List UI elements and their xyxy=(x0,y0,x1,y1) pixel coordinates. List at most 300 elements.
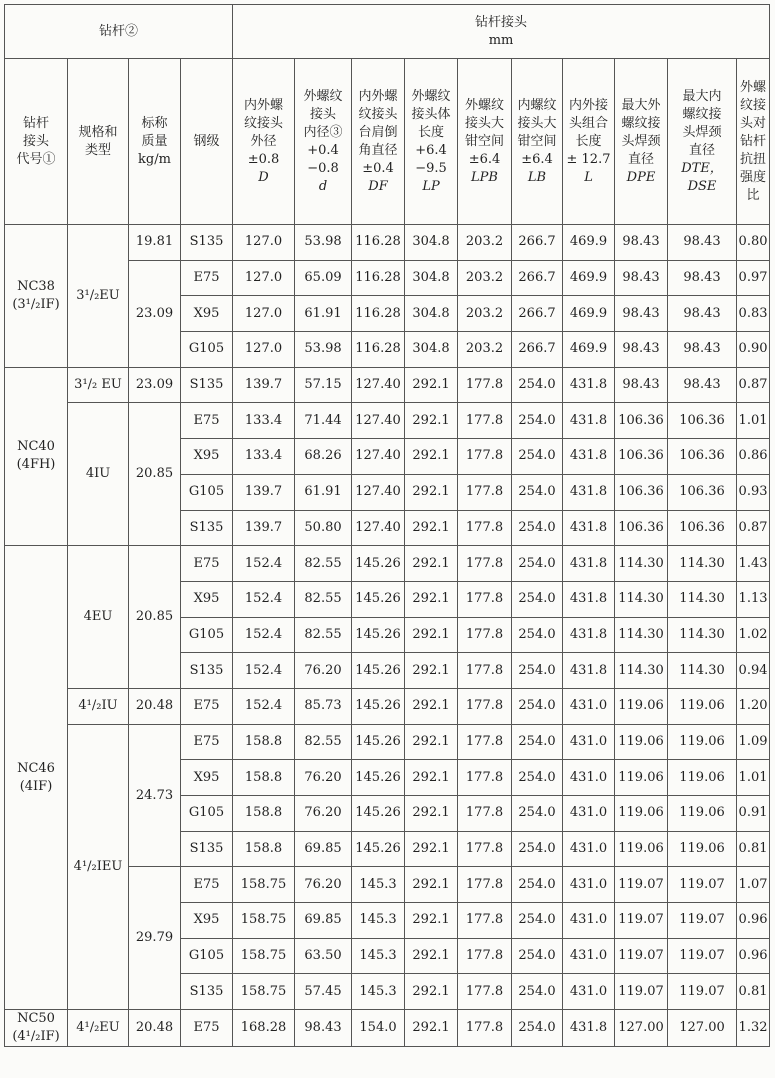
header-line: 内外接 xyxy=(569,97,609,113)
od-D-cell: 158.75 xyxy=(233,974,295,1010)
grade-cell: E75 xyxy=(181,546,233,582)
pin-weld-DPE-cell: 106.36 xyxy=(615,403,668,439)
od-D-cell: 168.28 xyxy=(233,1010,295,1047)
total-length-L-cell: 431.0 xyxy=(563,688,615,724)
id-d-cell: 82.55 xyxy=(295,546,352,582)
cell-line: NC50 xyxy=(17,1011,55,1027)
box-tong-LB-cell: 254.0 xyxy=(512,974,563,1010)
table-row xyxy=(5,546,770,582)
chamfer-DF-cell: 145.3 xyxy=(352,974,405,1010)
cell-line: 4¹/₂IU xyxy=(78,698,118,714)
pin-weld-DPE-cell: 119.06 xyxy=(615,688,668,724)
id-d-cell: 69.85 xyxy=(295,903,352,939)
chamfer-DF-cell: 145.26 xyxy=(352,760,405,796)
joint-header-unit: mm xyxy=(488,32,514,48)
pin-length-LP-cell: 292.1 xyxy=(405,546,458,582)
box-tong-LB-cell: 254.0 xyxy=(512,1010,563,1047)
pin-weld-DPE-cell: 98.43 xyxy=(615,225,668,261)
od-D-cell: 152.4 xyxy=(233,653,295,689)
nominal-mass-cell xyxy=(129,867,181,1010)
od-D-cell: 158.75 xyxy=(233,867,295,903)
pin-length-LP-cell: 292.1 xyxy=(405,653,458,689)
box-tong-LB-cell: 254.0 xyxy=(512,474,563,510)
total-length-L-cell: 431.8 xyxy=(563,581,615,617)
grade-cell: X95 xyxy=(181,296,233,332)
cell-line: 24.73 xyxy=(135,787,174,803)
header-line: kg/m xyxy=(138,151,171,167)
cell-line: NC40 xyxy=(17,439,55,455)
pin-weld-DPE-cell: 119.07 xyxy=(615,938,668,974)
header-line: 接头大 xyxy=(465,115,505,131)
pin-tong-LPB-cell: 177.8 xyxy=(458,974,512,1010)
id-d-cell: 85.73 xyxy=(295,688,352,724)
cell-line: 4¹/₂IEU xyxy=(73,858,123,874)
box-tong-LB-cell: 254.0 xyxy=(512,938,563,974)
cell-line: NC46 xyxy=(17,760,55,776)
total-length-L-cell: 431.8 xyxy=(563,439,615,475)
header-line: LPB xyxy=(471,169,498,185)
torsion-ratio-cell: 1.32 xyxy=(737,1010,770,1047)
od-D-cell: 127.0 xyxy=(233,260,295,296)
box-tong-LB-cell: 254.0 xyxy=(512,867,563,903)
header-line: 外螺纹 xyxy=(303,88,343,104)
torsion-ratio-cell: 0.94 xyxy=(737,653,770,689)
total-length-L-cell: 469.9 xyxy=(563,332,615,368)
pin-weld-DPE-cell: 114.30 xyxy=(615,581,668,617)
pin-length-LP-cell: 292.1 xyxy=(405,1010,458,1047)
id-d-cell: 82.55 xyxy=(295,581,352,617)
header-line: DTE，DSE xyxy=(681,160,723,194)
header-lb xyxy=(512,59,563,225)
header-dpe xyxy=(615,59,668,225)
pin-tong-LPB-cell: 177.8 xyxy=(458,796,512,832)
torsion-ratio-cell: 1.09 xyxy=(737,724,770,760)
id-d-cell: 68.26 xyxy=(295,439,352,475)
od-D-cell: 139.7 xyxy=(233,510,295,546)
box-weld-DTE-cell: 119.07 xyxy=(668,903,737,939)
pin-length-LP-cell: 292.1 xyxy=(405,510,458,546)
torsion-ratio-cell: 0.87 xyxy=(737,510,770,546)
header-line: 外螺纹 xyxy=(411,88,451,104)
pin-weld-DPE-cell: 106.36 xyxy=(615,439,668,475)
pin-tong-LPB-cell: 177.8 xyxy=(458,367,512,403)
od-D-cell: 139.7 xyxy=(233,474,295,510)
id-d-cell: 57.15 xyxy=(295,367,352,403)
od-D-cell: 158.8 xyxy=(233,760,295,796)
pin-length-LP-cell: 292.1 xyxy=(405,688,458,724)
torsion-ratio-cell: 0.96 xyxy=(737,903,770,939)
header-line: 钳空间 xyxy=(465,133,505,149)
box-tong-LB-cell: 254.0 xyxy=(512,760,563,796)
pin-tong-LPB-cell: 177.8 xyxy=(458,831,512,867)
header-line: 内螺纹 xyxy=(517,97,557,113)
box-weld-DTE-cell: 119.07 xyxy=(668,867,737,903)
spec-type-cell xyxy=(68,546,129,689)
header-line: LP xyxy=(422,178,440,194)
id-d-cell: 76.20 xyxy=(295,796,352,832)
box-tong-LB-cell: 254.0 xyxy=(512,439,563,475)
pin-weld-DPE-cell: 119.07 xyxy=(615,903,668,939)
header-line: 最大内 xyxy=(682,88,722,104)
cell-line: (4FH) xyxy=(16,457,56,473)
header-line: +6.4 xyxy=(415,142,447,158)
header-line: 抗扭 xyxy=(740,151,767,167)
header-line: 台肩倒 xyxy=(358,124,398,140)
pin-length-LP-cell: 292.1 xyxy=(405,796,458,832)
header-line: ± 12.7 xyxy=(566,151,611,167)
header-spec xyxy=(68,59,129,225)
header-line: ±0.4 xyxy=(362,160,394,176)
header-line: 头组合 xyxy=(569,115,609,131)
chamfer-DF-cell: 145.3 xyxy=(352,903,405,939)
chamfer-DF-cell: 145.26 xyxy=(352,546,405,582)
pin-length-LP-cell: 292.1 xyxy=(405,831,458,867)
joint-header-title: 钻杆接头 xyxy=(475,14,528,30)
id-d-cell: 53.98 xyxy=(295,332,352,368)
box-tong-LB-cell: 254.0 xyxy=(512,367,563,403)
id-d-cell: 76.20 xyxy=(295,653,352,689)
box-tong-LB-cell: 254.0 xyxy=(512,653,563,689)
box-tong-LB-cell: 266.7 xyxy=(512,225,563,261)
spec-type-cell xyxy=(68,724,129,1010)
nominal-mass-cell xyxy=(129,225,181,261)
drill-pipe-header: 钻杆② xyxy=(5,5,233,59)
nominal-mass-cell xyxy=(129,688,181,724)
nominal-mass-cell xyxy=(129,260,181,367)
pin-length-LP-cell: 292.1 xyxy=(405,581,458,617)
od-D-cell: 158.75 xyxy=(233,938,295,974)
grade-cell: X95 xyxy=(181,439,233,475)
id-d-cell: 57.45 xyxy=(295,974,352,1010)
joint-header xyxy=(233,5,770,59)
header-line: 比 xyxy=(746,187,760,203)
total-length-L-cell: 431.0 xyxy=(563,724,615,760)
od-D-cell: 133.4 xyxy=(233,439,295,475)
table-row xyxy=(5,724,770,760)
pin-tong-LPB-cell: 177.8 xyxy=(458,1010,512,1047)
torsion-ratio-cell: 0.97 xyxy=(737,260,770,296)
cell-line: 20.85 xyxy=(135,466,174,482)
pin-tong-LPB-cell: 177.8 xyxy=(458,688,512,724)
pin-weld-DPE-cell: 119.06 xyxy=(615,760,668,796)
header-l xyxy=(563,59,615,225)
header-line: 接头大 xyxy=(517,115,557,131)
pin-weld-DPE-cell: 114.30 xyxy=(615,546,668,582)
torsion-ratio-cell: 1.01 xyxy=(737,403,770,439)
header-line: 接头 xyxy=(310,106,337,122)
box-tong-LB-cell: 254.0 xyxy=(512,724,563,760)
id-d-cell: 82.55 xyxy=(295,617,352,653)
header-line: 头对 xyxy=(740,115,767,131)
cell-line: 4IU xyxy=(85,466,111,482)
total-length-L-cell: 431.0 xyxy=(563,974,615,1010)
pin-tong-LPB-cell: 177.8 xyxy=(458,439,512,475)
header-line: ±6.4 xyxy=(468,151,501,167)
chamfer-DF-cell: 145.3 xyxy=(352,938,405,974)
header-line: 内外螺 xyxy=(244,97,284,113)
pin-tong-LPB-cell: 177.8 xyxy=(458,510,512,546)
total-length-L-cell: 431.0 xyxy=(563,867,615,903)
table-row xyxy=(5,403,770,439)
pin-length-LP-cell: 292.1 xyxy=(405,474,458,510)
header-line: 钻杆 xyxy=(740,133,767,149)
pin-weld-DPE-cell: 119.07 xyxy=(615,867,668,903)
torsion-ratio-cell: 0.96 xyxy=(737,938,770,974)
joint-code-cell xyxy=(5,225,68,368)
box-weld-DTE-cell: 106.36 xyxy=(668,403,737,439)
table-row xyxy=(5,367,770,403)
od-D-cell: 152.4 xyxy=(233,617,295,653)
cell-line: 20.48 xyxy=(135,698,174,714)
pin-tong-LPB-cell: 177.8 xyxy=(458,581,512,617)
header-code xyxy=(5,59,68,225)
header-d xyxy=(295,59,352,225)
od-D-cell: 152.4 xyxy=(233,581,295,617)
header-line: DF xyxy=(368,178,388,194)
box-tong-LB-cell: 254.0 xyxy=(512,581,563,617)
od-D-cell: 127.0 xyxy=(233,296,295,332)
pin-tong-LPB-cell: 177.8 xyxy=(458,760,512,796)
grade-cell: S135 xyxy=(181,510,233,546)
pin-weld-DPE-cell: 98.43 xyxy=(615,260,668,296)
od-D-cell: 158.8 xyxy=(233,831,295,867)
chamfer-DF-cell: 145.3 xyxy=(352,867,405,903)
header-d xyxy=(233,59,295,225)
header-line: 纹接 xyxy=(740,97,767,113)
pin-weld-DPE-cell: 98.43 xyxy=(615,296,668,332)
header-line: 直径 xyxy=(628,151,655,167)
grade-cell: G105 xyxy=(181,617,233,653)
cell-line: 19.81 xyxy=(135,234,174,250)
grade-cell: E75 xyxy=(181,867,233,903)
header-line: 角直径 xyxy=(358,142,398,158)
pin-tong-LPB-cell: 177.8 xyxy=(458,474,512,510)
total-length-L-cell: 431.0 xyxy=(563,796,615,832)
header-line: ±6.4 xyxy=(521,151,553,167)
od-D-cell: 158.8 xyxy=(233,724,295,760)
cell-line: 29.79 xyxy=(135,930,174,946)
header-lpb xyxy=(458,59,512,225)
chamfer-DF-cell: 116.28 xyxy=(352,225,405,261)
grade-cell: E75 xyxy=(181,260,233,296)
pin-length-LP-cell: 292.1 xyxy=(405,367,458,403)
header-line: 质量 xyxy=(141,133,168,149)
chamfer-DF-cell: 127.40 xyxy=(352,439,405,475)
torsion-ratio-cell: 0.80 xyxy=(737,225,770,261)
header-line: −0.8 xyxy=(307,160,339,176)
id-d-cell: 82.55 xyxy=(295,724,352,760)
header-line: D xyxy=(258,169,269,185)
chamfer-DF-cell: 127.40 xyxy=(352,474,405,510)
od-D-cell: 133.4 xyxy=(233,403,295,439)
grade-cell: G105 xyxy=(181,796,233,832)
chamfer-DF-cell: 145.26 xyxy=(352,653,405,689)
grade-cell: S135 xyxy=(181,367,233,403)
od-D-cell: 158.75 xyxy=(233,903,295,939)
pin-weld-DPE-cell: 114.30 xyxy=(615,617,668,653)
pin-tong-LPB-cell: 177.8 xyxy=(458,903,512,939)
table-row xyxy=(5,1010,770,1047)
pin-weld-DPE-cell: 106.36 xyxy=(615,510,668,546)
nominal-mass-cell xyxy=(129,367,181,403)
box-tong-LB-cell: 254.0 xyxy=(512,546,563,582)
header-line: 外径 xyxy=(250,133,277,149)
chamfer-DF-cell: 116.28 xyxy=(352,332,405,368)
cell-line: 23.09 xyxy=(135,305,174,321)
torsion-ratio-cell: 0.86 xyxy=(737,439,770,475)
box-weld-DTE-cell: 106.36 xyxy=(668,474,737,510)
box-weld-DTE-cell: 114.30 xyxy=(668,581,737,617)
header-line: 螺纹接 xyxy=(621,115,661,131)
box-weld-DTE-cell: 114.30 xyxy=(668,653,737,689)
cell-line: 23.09 xyxy=(135,377,174,393)
torsion-ratio-cell: 0.83 xyxy=(737,296,770,332)
chamfer-DF-cell: 116.28 xyxy=(352,260,405,296)
header-line: 螺纹接 xyxy=(682,106,722,122)
pin-tong-LPB-cell: 177.8 xyxy=(458,653,512,689)
total-length-L-cell: 469.9 xyxy=(563,260,615,296)
pin-length-LP-cell: 292.1 xyxy=(405,617,458,653)
id-d-cell: 71.44 xyxy=(295,403,352,439)
header-line: 强度 xyxy=(740,169,767,185)
header-line: L xyxy=(584,169,593,185)
header-line: 钢级 xyxy=(193,133,220,149)
cell-line: NC38 xyxy=(17,278,55,294)
pin-length-LP-cell: 304.8 xyxy=(405,296,458,332)
cell-line: 3¹/₂ EU xyxy=(74,377,122,393)
header-line: 外螺 xyxy=(740,79,767,95)
header-line: 内外螺 xyxy=(358,88,398,104)
header-line: 代号① xyxy=(16,151,56,167)
header-line: 头焊颈 xyxy=(682,124,722,140)
header-line: 纹接头 xyxy=(358,106,398,122)
pin-length-LP-cell: 292.1 xyxy=(405,724,458,760)
pin-length-LP-cell: 304.8 xyxy=(405,260,458,296)
grade-cell: G105 xyxy=(181,474,233,510)
header-line: 长度 xyxy=(575,133,602,149)
box-tong-LB-cell: 266.7 xyxy=(512,260,563,296)
total-length-L-cell: 431.0 xyxy=(563,903,615,939)
header-line: 钻杆 xyxy=(22,115,49,131)
box-tong-LB-cell: 254.0 xyxy=(512,688,563,724)
od-D-cell: 127.0 xyxy=(233,225,295,261)
total-length-L-cell: 469.9 xyxy=(563,296,615,332)
spec-type-cell xyxy=(68,367,129,403)
spec-type-cell xyxy=(68,688,129,724)
total-length-L-cell: 431.0 xyxy=(563,938,615,974)
box-weld-DTE-cell: 106.36 xyxy=(668,439,737,475)
grade-cell: E75 xyxy=(181,403,233,439)
header-line: 钳空间 xyxy=(517,133,557,149)
cell-line: (4¹/₂IF) xyxy=(12,1029,60,1045)
torsion-ratio-cell: 1.02 xyxy=(737,617,770,653)
spec-type-cell xyxy=(68,1010,129,1047)
pin-tong-LPB-cell: 177.8 xyxy=(458,546,512,582)
id-d-cell: 69.85 xyxy=(295,831,352,867)
id-d-cell: 50.80 xyxy=(295,510,352,546)
box-weld-DTE-cell: 119.07 xyxy=(668,938,737,974)
cell-line: 4EU xyxy=(83,609,113,625)
id-d-cell: 65.09 xyxy=(295,260,352,296)
header-line: 头焊颈 xyxy=(621,133,661,149)
box-weld-DTE-cell: 98.43 xyxy=(668,332,737,368)
box-tong-LB-cell: 254.0 xyxy=(512,403,563,439)
total-length-L-cell: 431.8 xyxy=(563,367,615,403)
box-weld-DTE-cell: 106.36 xyxy=(668,510,737,546)
box-weld-DTE-cell: 98.43 xyxy=(668,367,737,403)
header-line: 直径 xyxy=(689,142,716,158)
pin-tong-LPB-cell: 177.8 xyxy=(458,867,512,903)
chamfer-DF-cell: 127.40 xyxy=(352,367,405,403)
torsion-ratio-cell: 1.07 xyxy=(737,867,770,903)
total-length-L-cell: 431.0 xyxy=(563,831,615,867)
torsion-ratio-cell: 0.81 xyxy=(737,831,770,867)
chamfer-DF-cell: 145.26 xyxy=(352,831,405,867)
pin-length-LP-cell: 292.1 xyxy=(405,974,458,1010)
total-length-L-cell: 431.8 xyxy=(563,546,615,582)
cell-line: 4¹/₂EU xyxy=(76,1020,120,1036)
box-weld-DTE-cell: 119.06 xyxy=(668,688,737,724)
id-d-cell: 76.20 xyxy=(295,760,352,796)
cell-line: 20.85 xyxy=(135,609,174,625)
chamfer-DF-cell: 145.26 xyxy=(352,724,405,760)
cell-line: 3¹/₂EU xyxy=(76,287,120,303)
table-row xyxy=(5,225,770,261)
header-line: 接头 xyxy=(22,133,49,149)
box-tong-LB-cell: 266.7 xyxy=(512,296,563,332)
od-D-cell: 127.0 xyxy=(233,332,295,368)
torsion-ratio-cell: 0.87 xyxy=(737,367,770,403)
box-weld-DTE-cell: 119.07 xyxy=(668,974,737,1010)
box-weld-DTE-cell: 114.30 xyxy=(668,546,737,582)
pin-weld-DPE-cell: 119.06 xyxy=(615,724,668,760)
box-weld-DTE-cell: 98.43 xyxy=(668,260,737,296)
torsion-ratio-cell: 1.01 xyxy=(737,760,770,796)
od-D-cell: 152.4 xyxy=(233,688,295,724)
grade-cell: G105 xyxy=(181,332,233,368)
spec-type-cell xyxy=(68,225,129,368)
header-line: d xyxy=(318,178,328,194)
torsion-ratio-cell: 1.13 xyxy=(737,581,770,617)
header-line: 规格和 xyxy=(78,124,118,140)
torsion-ratio-cell: 0.90 xyxy=(737,332,770,368)
pin-length-LP-cell: 292.1 xyxy=(405,439,458,475)
header-line: 标称 xyxy=(141,115,168,131)
pin-weld-DPE-cell: 106.36 xyxy=(615,474,668,510)
joint-code-cell xyxy=(5,546,68,1010)
header-lp xyxy=(405,59,458,225)
pin-tong-LPB-cell: 203.2 xyxy=(458,296,512,332)
box-tong-LB-cell: 266.7 xyxy=(512,332,563,368)
chamfer-DF-cell: 145.26 xyxy=(352,796,405,832)
cell-line: (4IF) xyxy=(19,778,53,794)
grade-cell: S135 xyxy=(181,225,233,261)
box-tong-LB-cell: 254.0 xyxy=(512,831,563,867)
drill-pipe-joint-spec-table xyxy=(4,4,770,1047)
torsion-ratio-cell: 0.81 xyxy=(737,974,770,1010)
header-line: ±0.8 xyxy=(247,151,280,167)
box-weld-DTE-cell: 127.00 xyxy=(668,1010,737,1047)
box-weld-DTE-cell: 119.06 xyxy=(668,796,737,832)
pin-weld-DPE-cell: 98.43 xyxy=(615,367,668,403)
chamfer-DF-cell: 154.0 xyxy=(352,1010,405,1047)
torsion-ratio-cell: 0.91 xyxy=(737,796,770,832)
box-weld-DTE-cell: 119.06 xyxy=(668,831,737,867)
header-line: 纹接头 xyxy=(244,115,284,131)
table-row xyxy=(5,688,770,724)
id-d-cell: 61.91 xyxy=(295,474,352,510)
chamfer-DF-cell: 127.40 xyxy=(352,510,405,546)
